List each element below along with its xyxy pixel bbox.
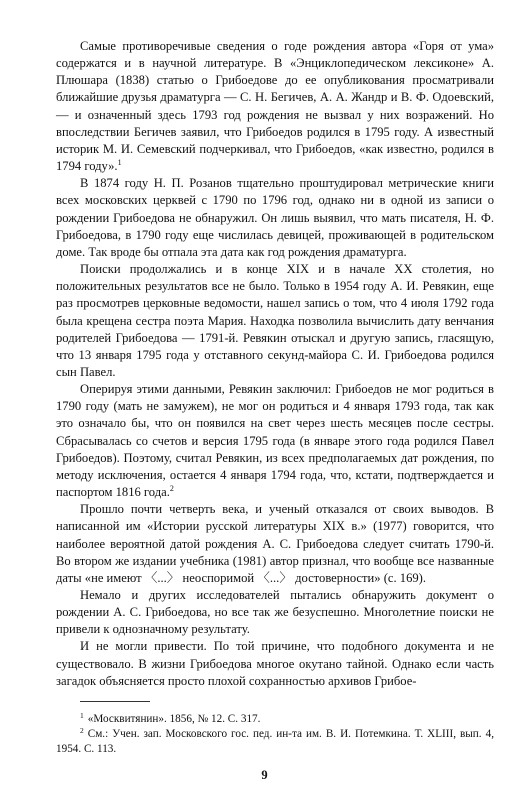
paragraph <box>56 587 494 638</box>
footnote-divider <box>80 701 150 702</box>
footnote-ref: 2 <box>169 484 174 494</box>
footnote-ref: 1 <box>117 158 122 168</box>
footnotes <box>56 712 494 757</box>
paragraph <box>56 175 494 261</box>
paragraph-text: И не могли привести. По той причине, что подобного документа и не существовало. В жизни Грибоедова многое окутано тайной. Однако если часть загадок объясняется просто плохой сохранностью архивов Грибое- <box>56 639 494 688</box>
footnote-text: «Москвитянин». 1856, № 12. С. 317. <box>87 713 261 725</box>
paragraph-text: Самые противоречивые сведения о годе рождения автора «Горя от ума» содержатся и в научной литературе. В «Энциклопедическом лексиконе» А. Плюшара (1838) статью о Грибоедове до ее опубликования просматривали ближайшие друзья драматурга — С. Н. Бегичев, А. А. Жандр и В. Ф. Одоевский, — и означенный здесь 1793 год рождения не вызвал у них возражений. Но впоследствии Бегичев заявил, что Грибоедов родился в 1795 году. А известный историк М. И. Семевский подчеркивал, что Грибоедов, «как известно, родился в 1794 году». <box>56 39 494 174</box>
paragraph <box>56 38 494 175</box>
paragraph-text: Немало и других исследователей пытались обнаружить документ о рождении А. С. Грибоедова, но все так же безуспешно. Многолетние поиски не привели к однозначному результату. <box>56 588 494 637</box>
footnote-mark: 2 <box>80 726 84 735</box>
paragraph-text: Прошло почти четверть века, и ученый отказался от своих выводов. В написанной им «Истории русской литературы XIX в.» (1977) говорится, что наиболее вероятной датой рождения А. С. Грибоедова следует считать 1790-й. Во втором же издании учебника (1981) автор признал, что вообще все названные даты «не имеют 〈...〉 неоспоримой 〈...〉 достоверности» (с. 169). <box>56 502 494 585</box>
page-number: 9 <box>261 768 268 782</box>
body-text <box>56 38 494 690</box>
paragraph <box>56 638 494 689</box>
paragraph <box>56 381 494 501</box>
footnote <box>56 712 494 727</box>
footnote-text: См.: Учен. зап. Московского гос. пед. ин-та им. В. И. Потемкина. Т. XLIII, вып. 4, 1954. С. 113. <box>56 728 494 755</box>
paragraph-text: В 1874 году Н. П. Розанов тщательно проштудировал метрические книги всех московских церквей с 1790 по 1796 год, однако ни в одной из записи о рождении Грибоедова не обнаружил. Он лишь выявил, что мать писателя, Н. Ф. Грибоедова, в 1790 году еще числилась девицей, проживающей в родительском доме. Так вроде бы отпала эта дата как год рождения драматурга. <box>56 176 494 259</box>
footnote <box>56 727 494 757</box>
paragraph-text: Поиски продолжались и в конце XIX и в начале XX столетия, но положительных результатов все не было. Только в 1954 году А. И. Ревякин, еще раз просмотрев церковные ведомости, нашел запись о том, что 4 июля 1792 года была крещена сестра поэта Мария. Находка позволила вычислить дату венчания родителей Грибоедова — 1791-й. Ревякин отыскал и другую запись, гласящую, что 13 января 1795 года у отставного секунд-майора С. И. Грибоедова родился сын Павел. <box>56 262 494 379</box>
footnote-mark: 1 <box>80 711 84 720</box>
paragraph <box>56 261 494 381</box>
paragraph-text: Оперируя этими данными, Ревякин заключил: Грибоедов не мог родиться в 1790 году (мать не замужем), не мог он родиться и 4 января 1793 года, так как это означало бы, что он появился на свет через шесть месяцев после сестры. Сбрасывалась со счетов и версия 1795 года (в январе этого года родился Павел Грибоедов). Поэтому, считал Ревякин, из всех предполагаемых дат рождения, по методу исключения, остается 4 января 1794 года, что, кстати, подтверждается и паспортом 1816 года. <box>56 382 494 500</box>
paragraph <box>56 501 494 587</box>
